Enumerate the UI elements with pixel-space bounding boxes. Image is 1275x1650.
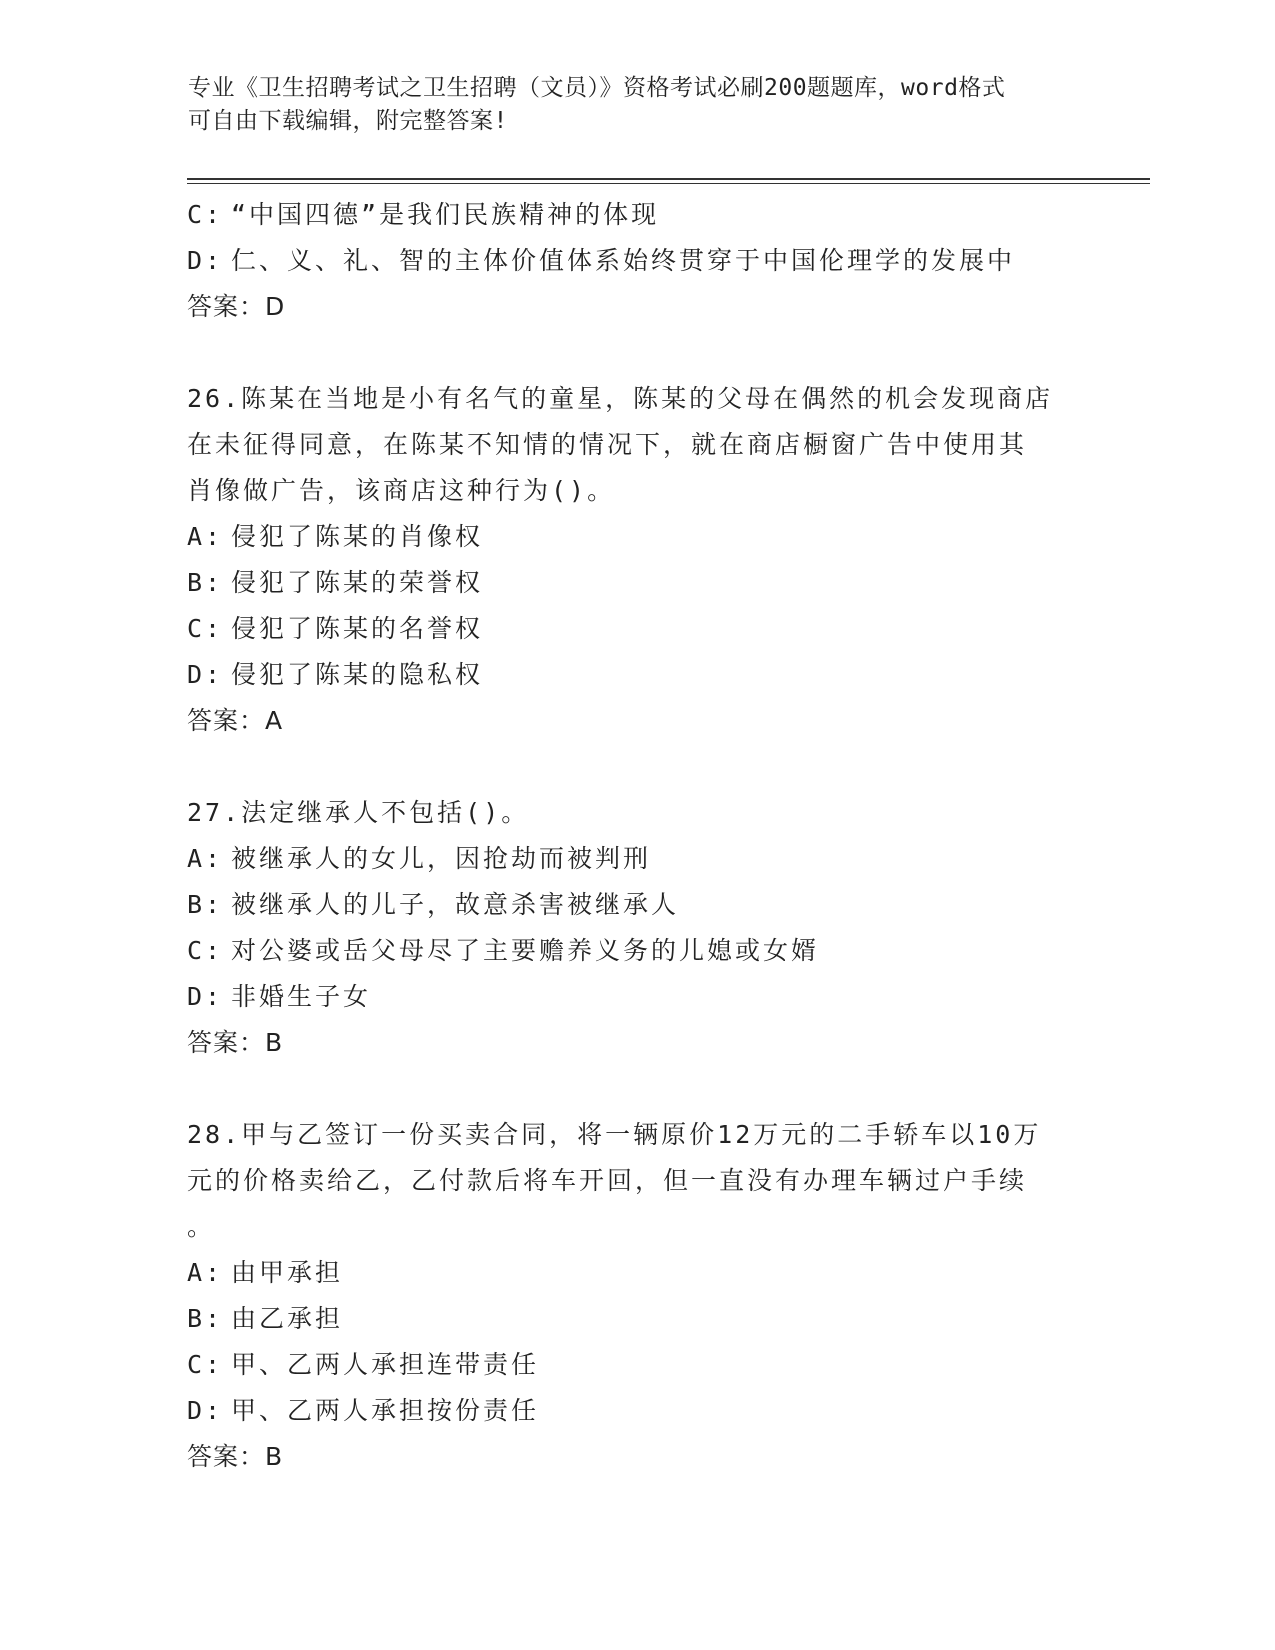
document-header [188,72,1068,138]
prev-option-c [187,192,1087,238]
option-key: A: [187,844,224,873]
option-key: B: [187,890,224,919]
option-key: D: [187,246,224,275]
q28-option-d [187,1388,1087,1434]
option-key: C: [187,936,224,965]
option-text: 甲、乙两人承担连带责任 [231,1350,540,1379]
header-line-2: 可自由下载编辑，附完整答案! [188,108,508,134]
option-key: A: [187,1258,224,1287]
spacer [187,744,1087,790]
prev-answer: 答案：D [187,292,286,321]
option-text: “中国四德”是我们民族精神的体现 [231,200,660,229]
option-text: 侵犯了陈某的隐私权 [231,660,484,689]
q27-option-c [187,928,1087,974]
q26-answer: 答案：A [187,706,284,735]
q26-option-d [187,652,1087,698]
option-key: D: [187,982,224,1011]
document-body [187,192,1087,1480]
q27-option-d [187,974,1087,1020]
q28-answer: 答案：B [187,1442,284,1471]
option-text: 侵犯了陈某的名誉权 [231,614,484,643]
header-line-1: 专业《卫生招聘考试之卫生招聘（文员）》资格考试必刷200题题库，word格式 [188,75,1006,101]
q28-stem-line-3: 。 [187,1212,216,1241]
option-key: C: [187,200,224,229]
q27-option-a [187,836,1087,882]
header-divider-thin [187,183,1150,184]
q27-option-b [187,882,1087,928]
q27-stem-line-1: 27.法定继承人不包括()。 [187,798,530,827]
option-key: C: [187,614,224,643]
option-key: D: [187,1396,224,1425]
option-key: B: [187,568,224,597]
option-key: C: [187,1350,224,1379]
prev-option-d [187,238,1087,284]
q26-stem-line-2: 在未征得同意，在陈某不知情的情况下，就在商店橱窗广告中使用其 [187,430,1028,459]
option-text: 非婚生子女 [231,982,372,1011]
option-text: 由乙承担 [231,1304,344,1333]
option-key: D: [187,660,224,689]
q28-stem-line-2: 元的价格卖给乙，乙付款后将车开回，但一直没有办理车辆过户手续 [187,1166,1028,1195]
option-text: 侵犯了陈某的荣誉权 [231,568,484,597]
option-key: A: [187,522,224,551]
option-key: B: [187,1304,224,1333]
option-text: 仁、义、礼、智的主体价值体系始终贯穿于中国伦理学的发展中 [231,246,1016,275]
option-text: 甲、乙两人承担按份责任 [231,1396,540,1425]
q28-option-c [187,1342,1087,1388]
q27-answer: 答案：B [187,1028,284,1057]
option-text: 被继承人的女儿，因抢劫而被判刑 [231,844,652,873]
option-text: 由甲承担 [231,1258,344,1287]
q26-stem-line-3: 肖像做广告，该商店这种行为()。 [187,476,616,505]
spacer [187,330,1087,376]
q26-option-a [187,514,1087,560]
q28-option-b [187,1296,1087,1342]
option-text: 对公婆或岳父母尽了主要赡养义务的儿媳或女婿 [231,936,820,965]
header-divider-thick [187,178,1150,180]
q28-stem-line-1: 28.甲与乙签订一份买卖合同，将一辆原价12万元的二手轿车以10万 [187,1120,1042,1149]
option-text: 侵犯了陈某的肖像权 [231,522,484,551]
q28-option-a [187,1250,1087,1296]
q26-option-b [187,560,1087,606]
option-text: 被继承人的儿子，故意杀害被继承人 [231,890,680,919]
q26-stem-line-1: 26.陈某在当地是小有名气的童星，陈某的父母在偶然的机会发现商店 [187,384,1054,413]
spacer [187,1066,1087,1112]
q26-option-c [187,606,1087,652]
